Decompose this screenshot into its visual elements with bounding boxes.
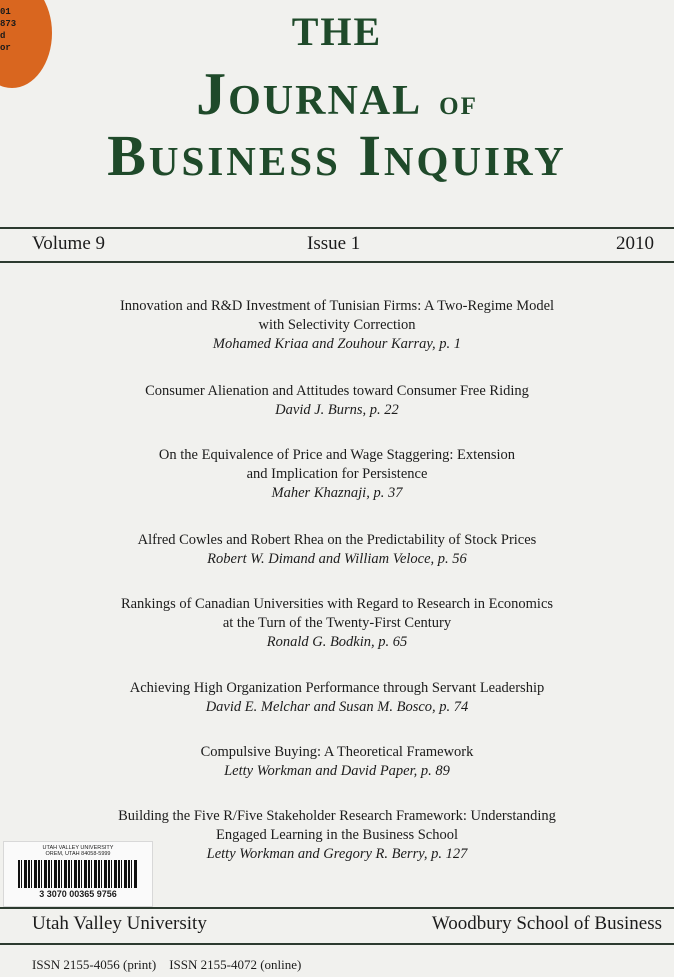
article-title-line: Achieving High Organization Performance through Servant Leadership [129, 680, 545, 696]
article-title-line: at the Turn of the Twenty-First Century [222, 615, 452, 631]
issue-label: Issue 1 [307, 233, 361, 254]
article-title-line: Building the Five R/Five Stakeholder Research Framework: Understanding [118, 808, 556, 824]
article-authors: David J. Burns, p. 22 [275, 402, 399, 418]
article-title-line: and Implication for Persistence [246, 466, 428, 482]
top-rule [0, 227, 674, 229]
volume-label: Volume 9 [32, 233, 106, 254]
article-authors: Letty Workman and Gregory R. Berry, p. 127 [206, 846, 468, 862]
school-name: Woodbury School of Business [431, 913, 662, 934]
article-entry [0, 531, 674, 569]
barcode-institution: UTAH VALLEY UNIVERSITY [42, 845, 114, 851]
article-entry [0, 382, 674, 420]
sticker-line: d [0, 31, 6, 41]
article-entry [0, 679, 674, 717]
article-authors: Robert W. Dimand and William Veloce, p. 56 [207, 551, 467, 567]
issue-bar [0, 233, 674, 259]
article-title-line: On the Equivalence of Price and Wage Staggering: Extension [158, 447, 516, 463]
article-authors: David E. Melchar and Susan M. Bosco, p. 74 [205, 699, 469, 715]
article-title-line: Innovation and R&D Investment of Tunisian Firms: A Two-Regime Model [119, 298, 555, 314]
article-authors: Ronald G. Bodkin, p. 65 [266, 634, 408, 650]
article-entry [0, 297, 674, 354]
article-entry [0, 743, 674, 781]
footer-top-rule [0, 907, 674, 909]
article-title-line: Consumer Alienation and Attitudes toward Consumer Free Riding [145, 383, 529, 399]
barcode-number: 3 3070 00365 9756 [39, 889, 117, 899]
article-title-line: with Selectivity Correction [258, 317, 416, 333]
masthead-of: of [439, 82, 478, 122]
footer-bottom-rule [0, 943, 674, 945]
library-barcode-label [3, 841, 153, 907]
issn-line: ISSN 2155-4056 (print) ISSN 2155-4072 (online) [32, 957, 302, 972]
article-title-line: Compulsive Buying: A Theoretical Framework [200, 744, 474, 760]
article-title-line: Engaged Learning in the Business School [215, 827, 459, 843]
year-label: 2010 [616, 233, 654, 254]
masthead-the: THE [291, 9, 383, 54]
sticker-line: 873 [0, 19, 17, 29]
barcode-address: OREM, UTAH 84058-5999 [45, 851, 111, 857]
sticker-line: or [0, 43, 11, 53]
barcode-icon [18, 860, 138, 888]
article-title-line: Rankings of Canadian Universities with Regard to Research in Economics [120, 596, 554, 612]
article-authors: Mohamed Kriaa and Zouhour Karray, p. 1 [212, 336, 462, 352]
sticker-line: 01 [0, 7, 11, 17]
masthead-journal-of [0, 60, 674, 129]
university-name: Utah Valley University [32, 913, 207, 934]
article-entry [0, 595, 674, 652]
article-entry [0, 446, 674, 503]
masthead-business-inquiry: Business Inquiry [107, 123, 567, 188]
article-authors: Maher Khaznaji, p. 37 [271, 485, 403, 501]
masthead-journal: Journal [196, 61, 423, 127]
article-authors: Letty Workman and David Paper, p. 89 [224, 763, 450, 779]
article-title-line: Alfred Cowles and Robert Rhea on the Predictability of Stock Prices [137, 532, 537, 548]
publisher-bar [0, 913, 674, 939]
issue-bar-rule [0, 261, 674, 263]
